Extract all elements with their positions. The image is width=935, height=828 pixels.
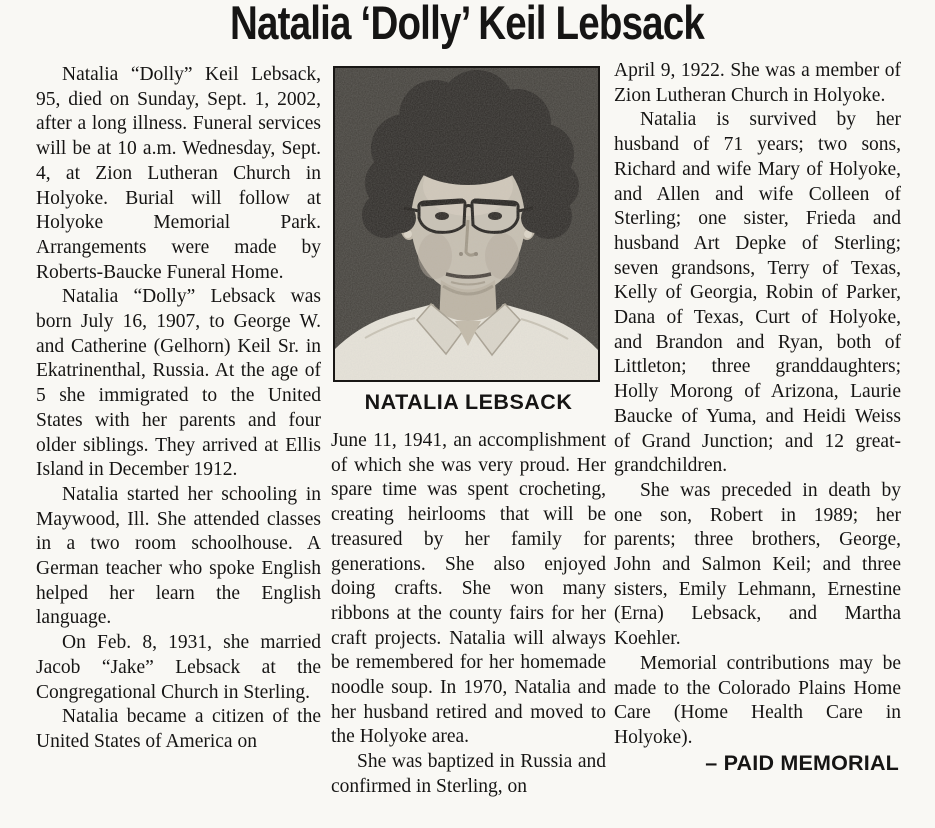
paragraph: Natalia is survived by her husband of 71 years; two sons, Richard and wife Mary of Holyoke, and Allen and wife Colleen of Sterling; one sister, Frieda and husband Art Depke of Sterling; seven grandsons, Terry of Texas, Kelly of Georgia, Robin of Parker, Dana of Texas, Curt of Holyoke, and Brandon and Ryan, both of Littleton; three granddaughters; Holly Morong of Arizona, Laurie Baucke of Yuma, and Heidi Weiss of Grand Junction; and 12 great-grandchildren. (614, 109, 901, 477)
paragraph: Natalia became a citizen of the United States of America on (36, 706, 321, 752)
paragraph: She was preceded in death by one son, Robert in 1989; her parents; three brothers, George, John and Salmon Keil; and three sisters, Emily Lehmann, Ernestine (Erna) Lebsack, and Martha Koehler. (614, 479, 901, 650)
obituary-headline (0, 0, 935, 50)
paragraph: April 9, 1922. She was a member of Zion Lutheran Church in Holyoke. (614, 60, 901, 106)
column-3 (614, 59, 901, 775)
paragraph: June 11, 1941, an accomplishment of which she was very proud. Her spare time was spent crocheting, creating heirlooms that will be treasured by her family for generations. She also enjoyed doing crafts. She won many ribbons at the county fairs for her craft projects. Natalia will always be remembered for her homemade noodle soup. In 1970, Natalia and her husband retired and moved to the Holyoke area. (331, 430, 606, 748)
paragraph: Memorial contributions may be made to the Colorado Plains Home Care (Home Health Care in Holyoke). (614, 652, 901, 748)
paragraph: Natalia “Dolly” Lebsack was born July 16, 1907, to George W. and Catherine (Gelhorn) Keil Sr. in Ekatrinenthal, Russia. At the age of 5 she immigrated to the United States with her parents and four older siblings. They arrived at Ellis Island in December 1912. (36, 286, 321, 481)
paragraph: Natalia “Dolly” Keil Lebsack, 95, died on Sunday, Sept. 1, 2002, after a long illness. Funeral services will be at 10 a.m. Wednesday, Sept. 4, at Zion Lutheran Church in Holyoke. Burial will follow at Holyoke Memorial Park. Arrangements were made by Roberts-Baucke Funeral Home. (36, 64, 321, 283)
paragraph: On Feb. 8, 1931, she married Jacob “Jake” Lebsack at the Congregational Church in Sterling. (36, 632, 321, 703)
portrait-photo-image (335, 68, 598, 380)
paragraph: Natalia started her schooling in Maywood, Ill. She attended classes in a two room schoolhouse. A German teacher who spoke English helped her learn the English language. (36, 483, 321, 629)
paid-memorial-label: – PAID MEMORIAL (705, 750, 899, 775)
portrait-photo (333, 66, 600, 382)
photo-caption: NATALIA LEBSACK (364, 390, 573, 414)
paragraph: She was baptized in Russia and confirmed in Sterling, on (331, 751, 606, 797)
column-2 (331, 429, 606, 800)
column-1 (36, 63, 321, 755)
obituary-headline-text: Natalia ‘Dolly’ Keil Lebsack (230, 0, 705, 49)
